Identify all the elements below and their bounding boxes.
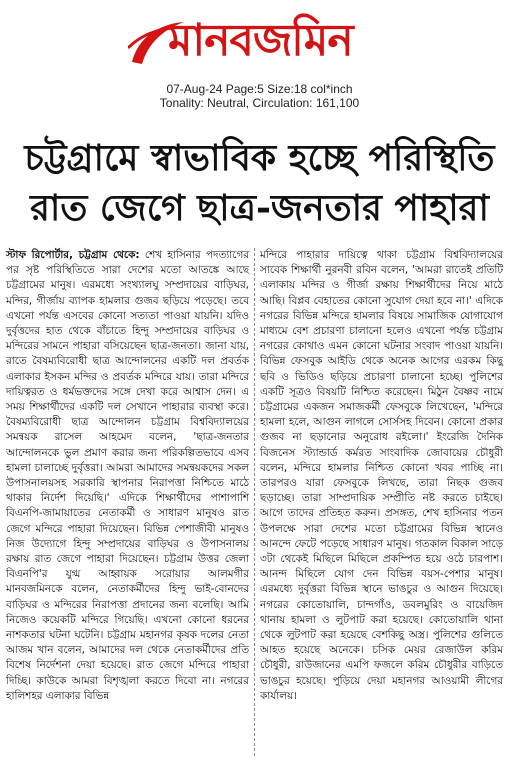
newspaper-logo xyxy=(128,10,390,74)
headline-line-2: রাত জেগে ছাত্র-জনতার পাহারা xyxy=(30,187,489,229)
article-column-left xyxy=(6,248,249,704)
logo-text: মানবজমিন xyxy=(168,15,353,66)
headline-line-1: চট্টগ্রামে স্বাভাবিক হচ্ছে পরিস্থিতি xyxy=(24,137,495,179)
masthead xyxy=(0,4,519,80)
article-text-left: শেখ হাসিনার পদত্যাগের পর সৃষ্ট পরিস্থিতিতে সারা দেশের মতো আতঙ্কে আছে চট্টগ্রামের মানুষ। এরমধ্যে সংখ্যালঘু সম্প্রদায়ের বাড়িঘর, মন্দির, গীর্জায় ব্যাপক হামলার গুজব ছড়িয়ে পড়েছে। তবে এখনো পর্যন্ত এসবের কোনো সত্যতা পাওয়া যায়নি। যদিও দুর্বৃত্তদের হাত থেকে বাঁচাতে হিন্দু সম্প্রদায়ের বাড়িঘর ও মন্দিরের সামনে পাহারা বসিয়েছেন ছাত্র-জনতা। জানা যায়, রাতে বৈষম্যবিরোধী ছাত্র আন্দোলনের একটি দল প্রবর্তক এলাকার ইসকন মন্দির ও প্রবর্তক মন্দিরে যায়। তারা মন্দিরে দায়িত্বরত ও ধর্মভক্তদের সঙ্গে দেখা করে আশ্বাস দেন। এ সময় শিক্ষার্থীদের একটি দল সেখানে পাহারার ব্যবস্থা করে। বৈষম্যবিরোধী ছাত্র আন্দোলন চট্টগ্রাম বিশ্ববিদ্যালয়ের সমন্বয়ক রাসেল আহমেদ বলেন, 'ছাত্র-জনতার আন্দোলনকে ভুল প্রমাণ করার জন্য পরিকল্পিতভাবে এসব হামলা চালাচ্ছে দুর্বৃত্তরা। আমরা আমাদের সমন্বয়কদের সকল উপাসনালয়সহ সরকারি স্থাপনার নিরাপত্তা নিশ্চিতে মাঠে থাকার নির্দেশ দিয়েছি।' এদিকে শিক্ষার্থীদের পাশাপাশি বিএনপি-জামায়াতের নেতাকর্মী ও সাধারণ মানুষও রাত জেগে মন্দিরে পাহারা দিয়েছেন। বিভিন্ন পেশাজীবী মানুষও নিজ উদ্যোগে হিন্দু সম্প্রদায়ের বাড়িঘর ও উপাসনালয় রক্ষায় রাত জেগে পাহারা দিয়েছেন। চট্টগ্রাম উত্তর জেলা বিএনপি'র যুগ্ম আহ্বায়ক সরোয়ার আলমগীর মানবজমিনকে বলেন, নেতাকর্মীদের হিন্দু ভাই-বোনদের বাড়িঘর ও মন্দিরের নিরাপত্তা প্রদানের জন্য বলেছি। আমি নিজেও কয়েকটি মন্দিরে গিয়েছি। এখনো কোনো ধরনের নাশকতার ঘটনা ঘটেনি। চট্টগ্রাম মহানগর কৃষক দলের নেতা আজম খান বলেন, আমাদের দল থেকে নেতাকর্মীদের প্রতি বিশেষ নির্দেশনা দেয়া হয়েছে। রাত জেগে মন্দিরে পাহারা দিচ্ছি। কাউকে আমরা বিশৃঙ্খলা করতে দিবো না। নগরের হালিশহর এলাকার বিভিন্ন xyxy=(6,249,249,702)
byline: স্টাফ রিপোর্টার, চট্টগ্রাম থেকে: xyxy=(6,249,140,261)
column-divider xyxy=(254,248,255,756)
clipping-info: 07-Aug-24 Page:5 Size:18 col*inch xyxy=(166,82,353,96)
article-text-right: মন্দিরে পাহারার দায়িত্বে থাকা চট্টগ্রাম বিশ্ববিদ্যালয়ের সাবেক শিক্ষার্থী নুরনবী রবিন বলেন, 'আমরা রাতেই প্রতিটি এলাকায় মন্দির ও গীর্জা রক্ষায় শিক্ষার্থীদের নিয়ে মাঠে আছি। বিপ্লব বেহাতের কোনো সুযোগ দেয়া হবে না।' এদিকে নগরের বিভিন্ন মন্দিরে হামলার বিষয়ে সামাজিক যোগাযোগ মাধ্যমে বেশ প্রচারণা চালানো হলেও এখনো পর্যন্ত চট্টগ্রাম নগরের কোথাও এমন কোনো ঘটনার সংবাদ পাওয়া যায়নি। বিভিন্ন ফেসবুক আইডি থেকে অনেক আগের এরকম কিছু ছবি ও ভিডিও ছড়িয়ে প্রচারণা চালানো হচ্ছে। পুলিশের একটি সূত্রও বিষয়টি নিশ্চিত করেছেন। মিঠুন বৈষ্ণব নামে চট্টগ্রামের একজন সমাজকর্মী ফেসবুকে লিখেছেন, 'মন্দিরে হামলা হলে, আগুন লাগলে সোর্সসহ দিবেন। কোনো প্রকার গুজব না ছড়ানোর অনুরোধ রইলো।' ইংরেজি দৈনিক বিজনেস স্ট্যান্ডার্ড কর্মরত সাংবাদিক জোবায়ের চৌধুরী বলেন, মন্দিরে হামলার নিশ্চিত কোনো খবর পাচ্ছি না। তারপরও যারা ফেসবুকে লিখছে, তারা নিছক গুজব ছড়াচ্ছে। তারা সাম্প্রদায়িক সম্প্রীতি নষ্ট করতে চাইছে। আগে তাদের প্রতিহত করুন। প্রসঙ্গত, শেখ হাসিনার পতন উপলক্ষে সারা দেশের মতো চট্টগ্রামের বিভিন্ন স্থানেও আনন্দে ফেটে পড়েছে সাধারণ মানুষ। গতকাল বিকাল সাড়ে ৩টা থেকেই মিছিলে মিছিলে প্রকম্পিত হয়ে ওঠে চারপাশ। আনন্দ মিছিলে যোগ দেন বিভিন্ন বয়স-পেশার মানুষ। এরমধ্যে দুর্বৃত্তরা বিভিন্ন স্থানে ভাঙচুর ও আগুন দিয়েছে। নগরের কোতোয়ালি, চান্দগাঁও, ডবলমুরিং ও বায়েজিদ থানায় হামলা ও লুটপাট করা হয়েছে। কোতোয়ালি থানা থেকে লুটপাট করা হয়েছে বেশকিছু অস্ত্র। পুলিশের গুলিতে আহত হয়েছে অনেকে। চসিক মেয়র রেজাউল করিম চৌধুরী, রাউজানের এমপি ফজলে করিম চৌধুরীর বাড়িতে ভাঙচুর হয়েছে। পুড়িয়ে দেয়া মহানগর আওয়ামী লীগের কার্যালয়। xyxy=(260,249,503,702)
tonality-circulation: Tonality: Neutral, Circulation: 161,100 xyxy=(159,96,360,110)
article-column-right xyxy=(260,248,503,704)
